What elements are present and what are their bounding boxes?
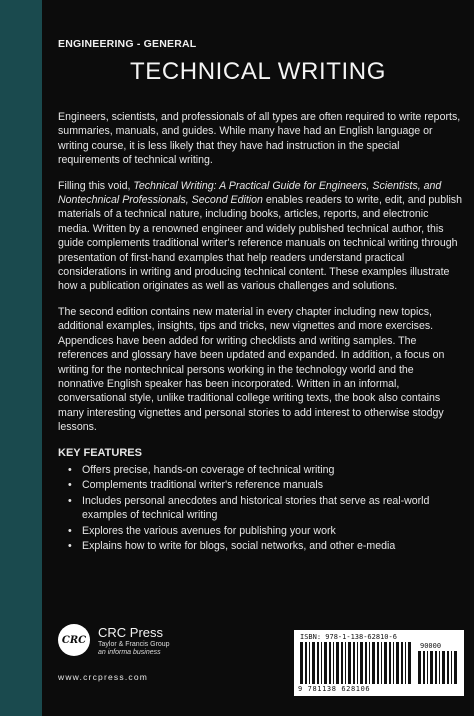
paragraph-3: The second edition contains new material in every chapter including new topics, additional examples, insights, tips and tricks, new vignettes and more exercises. Appendices have been added for writing checklists and writing samples. The references and glossary have been updated and expanded. In addition, a focus on writing for the nontechnical persons working in the technology world and the nonnative English speaker has been incorporated. Written in an informal, conversational style, unlike traditional college writing texts, the book also contains many interesting vignettes and personal stories to add interest to otherwise stodgy lessons. [58, 305, 445, 434]
barcode-stripe [381, 642, 382, 684]
barcode-stripe [439, 651, 440, 684]
isbn-text: ISBN: 978-1-138-62810-6 [300, 633, 397, 641]
barcode-stripe [372, 642, 375, 684]
bullet-icon: • [68, 463, 72, 476]
barcode-stripe [393, 642, 394, 684]
key-feature-item [58, 478, 462, 492]
barcode-stripe [312, 642, 315, 684]
barcode-stripe [360, 642, 363, 684]
barcode-stripe [405, 642, 406, 684]
ean-barcode-icon [300, 642, 414, 684]
barcode-stripe [401, 642, 403, 684]
barcode-stripe [435, 651, 437, 684]
barcode-stripe [305, 642, 307, 684]
key-feature-item [58, 524, 462, 538]
barcode-stripe [369, 642, 370, 684]
barcode-stripe [442, 651, 445, 684]
bullet-icon: • [68, 524, 72, 537]
bullet-icon: • [68, 479, 72, 492]
barcode-stripe [317, 642, 319, 684]
barcode-stripe [309, 642, 310, 684]
key-feature-text: Explains how to write for blogs, social networks, and other e-media [82, 539, 396, 552]
paragraph-2-lead: Filling this void, [58, 179, 134, 192]
key-feature-item [58, 494, 462, 523]
barcode-stripe [345, 642, 346, 684]
barcode-stripe [418, 651, 421, 684]
crc-logo-icon: CRC [58, 624, 90, 656]
barcode-stripe [454, 651, 457, 684]
barcode-stripe [377, 642, 379, 684]
barcode-stripe [324, 642, 327, 684]
key-feature-text: Includes personal anecdotes and historical stories that serve as real-world examples of technical writing [82, 494, 430, 522]
barcode-stripe [430, 651, 433, 684]
barcode-stripe [447, 651, 449, 684]
paragraph-2-book-title: Technical Writing: A Practical Guide for Engineers, Scientists, and Nontechnical Professionals, Second Edition [58, 179, 442, 207]
barcode-stripe [321, 642, 322, 684]
addon-barcode-icon [418, 651, 458, 684]
barcode-stripe [336, 642, 339, 684]
publisher-group: Taylor & Francis Group [98, 641, 170, 648]
barcode-stripe [329, 642, 331, 684]
bullet-icon: • [68, 539, 72, 552]
publisher-name: CRC Press [98, 625, 164, 640]
publisher-block [58, 624, 238, 664]
key-feature-text: Complements traditional writer's reference manuals [82, 479, 324, 492]
publisher-tagline: an informa business [98, 649, 161, 656]
bullet-icon: • [68, 494, 72, 507]
barcode-stripe [408, 642, 411, 684]
paragraph-2 [58, 179, 462, 294]
barcode-stripe [427, 651, 428, 684]
key-feature-item [58, 539, 462, 553]
book-title: TECHNICAL WRITING [130, 58, 386, 85]
key-feature-text: Offers precise, hands-on coverage of technical writing [82, 463, 335, 476]
barcode-stripe [451, 651, 452, 684]
barcode-stripe [389, 642, 391, 684]
barcode-stripe [423, 651, 425, 684]
category-label: ENGINEERING - GENERAL [58, 38, 197, 50]
barcode [294, 630, 464, 696]
paragraph-2-rest: enables readers to write, edit, and publish materials of a technical nature, including books, articles, reports, and electronic media. Written by a renowned engineer and widely published technical author, this guide complements traditional writer's reference manuals on technical writing through presentation of first-hand examples that help readers understand practical considerations in writing and producing technical content. These examples illustrate how a publication originates as well as various challenges and solutions. [58, 194, 462, 293]
back-cover [42, 0, 474, 716]
description [58, 110, 462, 554]
barcode-stripe [348, 642, 351, 684]
publisher-website: www.crcpress.com [58, 672, 149, 682]
barcode-stripe [384, 642, 387, 684]
paragraph-1: Engineers, scientists, and professionals of all types are often required to write reports, summaries, manuals, and guides. While many have had an English language or writing course, it is less likely that they have had instruction in the special requirements of technical writing. [58, 111, 461, 167]
barcode-stripe [365, 642, 367, 684]
barcode-stripe [341, 642, 343, 684]
key-feature-item [58, 463, 462, 477]
barcode-stripe [396, 642, 399, 684]
barcode-stripe [357, 642, 358, 684]
key-features-list [58, 463, 462, 553]
barcode-stripe [333, 642, 334, 684]
ean-digits: 9 781138 628106 [298, 685, 371, 693]
spine-accent-bar [0, 0, 42, 716]
key-features-heading: KEY FEATURES [58, 446, 142, 459]
key-feature-text: Explores the various avenues for publishing your work [82, 524, 336, 537]
price-code: 90000 [420, 642, 442, 650]
barcode-stripe [353, 642, 355, 684]
barcode-stripe [300, 642, 303, 684]
